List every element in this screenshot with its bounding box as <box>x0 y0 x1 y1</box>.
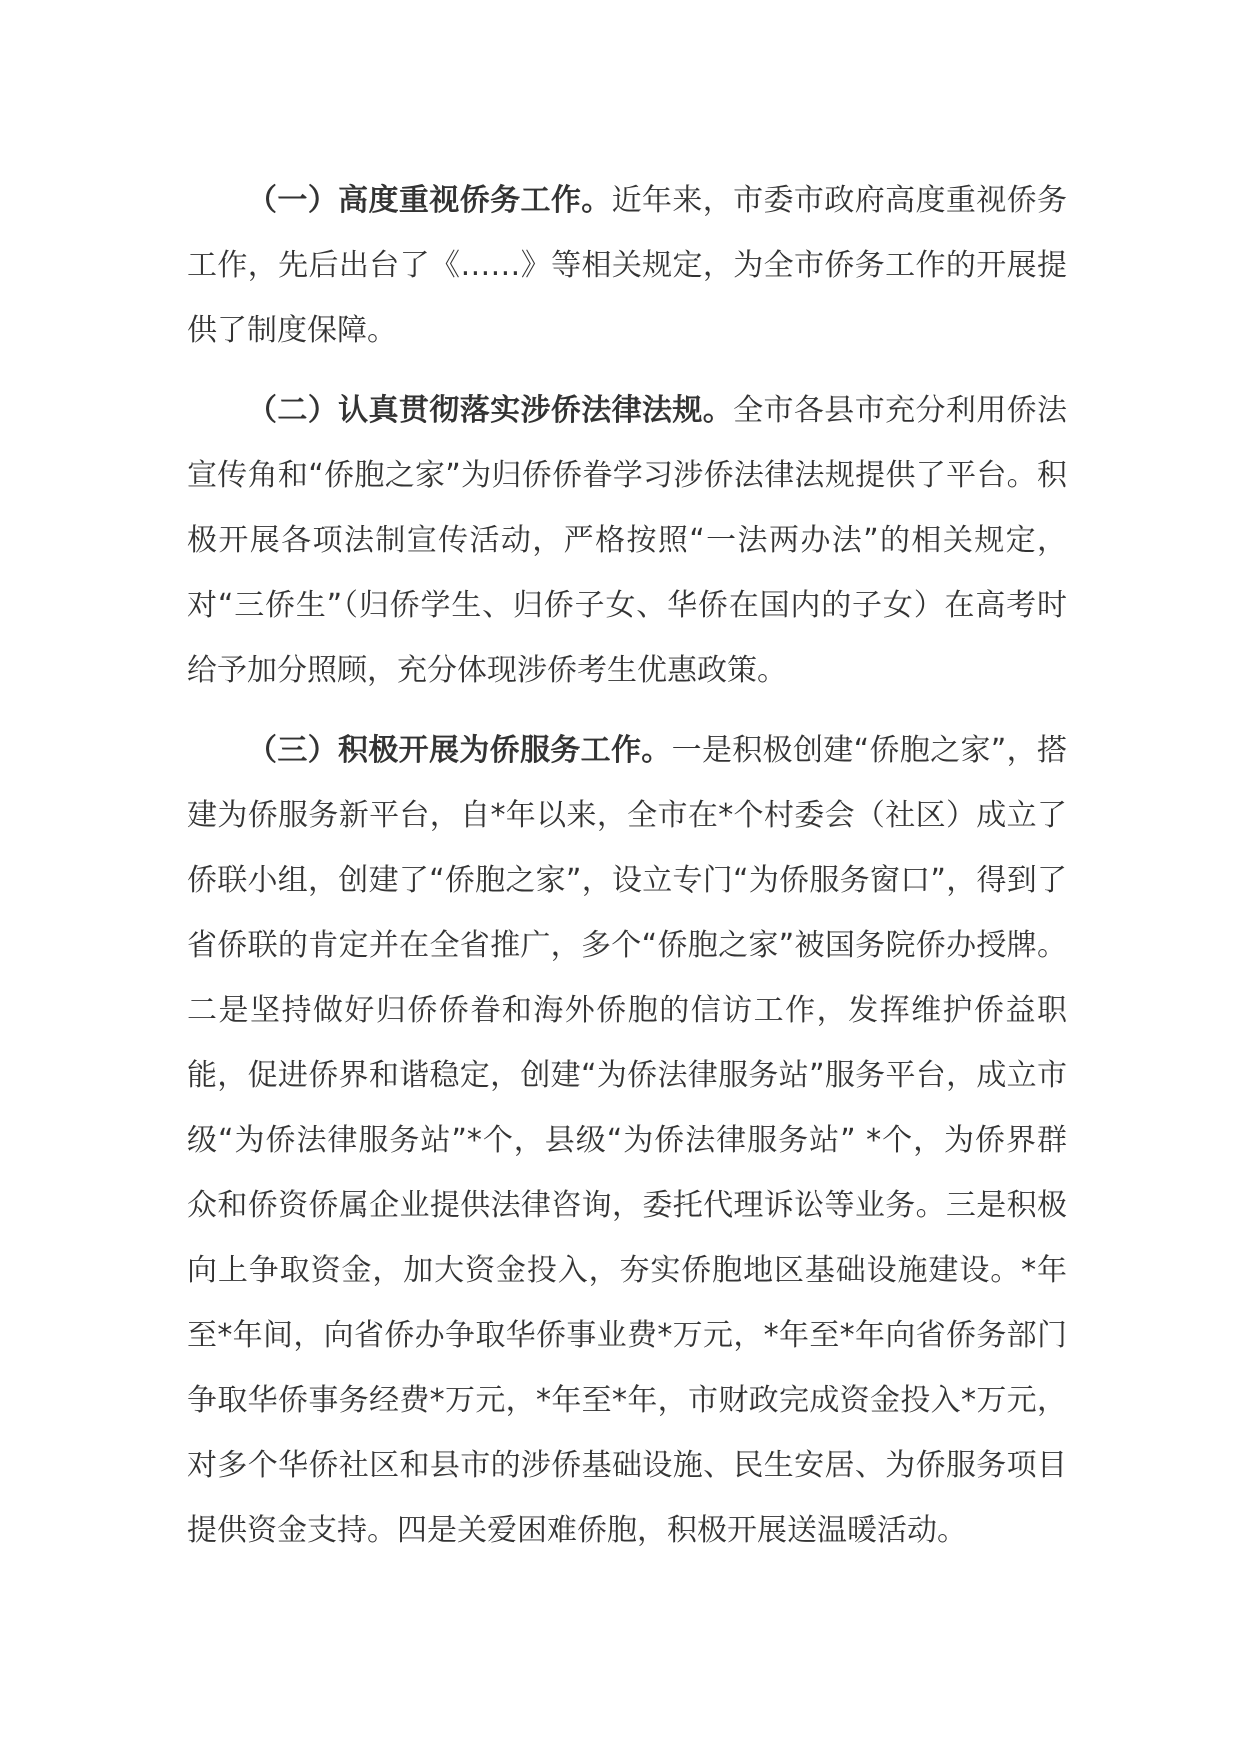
section-3-paragraph <box>187 718 1067 1563</box>
section-3-heading: （三）积极开展为侨服务工作。 <box>247 733 672 768</box>
section-3-text: 一是积极创建“侨胞之家”，搭建为侨服务新平台，自*年以来，全市在*个村委会（社区）成立了侨联小组，创建了“侨胞之家”，设立专门“为侨服务窗口”，得到了省侨联的肯定并在全省推广，多个“侨胞之家”被国务院侨办授牌。二是坚持做好归侨侨眷和海外侨胞的信访工作，发挥维护侨益职能，促进侨界和谐稳定，创建“为侨法律服务站”服务平台，成立市级“为侨法律服务站”*个，县级“为侨法律服务站” *个，为侨界群众和侨资侨属企业提供法律咨询，委托代理诉讼等业务。三是积极向上争取资金，加大资金投入，夯实侨胞地区基础设施建设。*年至*年间，向省侨办争取华侨事业费*万元，*年至*年向省侨务部门争取华侨事务经费*万元，*年至*年，市财政完成资金投入*万元，对多个华侨社区和县市的涉侨基础设施、民生安居、为侨服务项目提供资金支持。四是关爱困难侨胞，积极开展送温暖活动。 <box>187 733 1067 1548</box>
section-2-heading: （二）认真贯彻落实涉侨法律法规。 <box>247 393 734 428</box>
section-2-paragraph <box>187 378 1067 703</box>
document-body <box>187 168 1067 1578</box>
section-2-text: 全市各县市充分利用侨法宣传角和“侨胞之家”为归侨侨眷学习涉侨法律法规提供了平台。积极开展各项法制宣传活动，严格按照“一法两办法”的相关规定，对“三侨生”（归侨学生、归侨子女、华侨在国内的子女）在高考时给予加分照顾，充分体现涉侨考生优惠政策。 <box>187 393 1068 688</box>
section-1-paragraph <box>187 168 1067 363</box>
section-1-text: 近年来，市委市政府高度重视侨务工作，先后出台了《……》等相关规定，为全市侨务工作的开展提供了制度保障。 <box>187 183 1068 348</box>
section-1-heading: （一）高度重视侨务工作。 <box>247 183 612 218</box>
